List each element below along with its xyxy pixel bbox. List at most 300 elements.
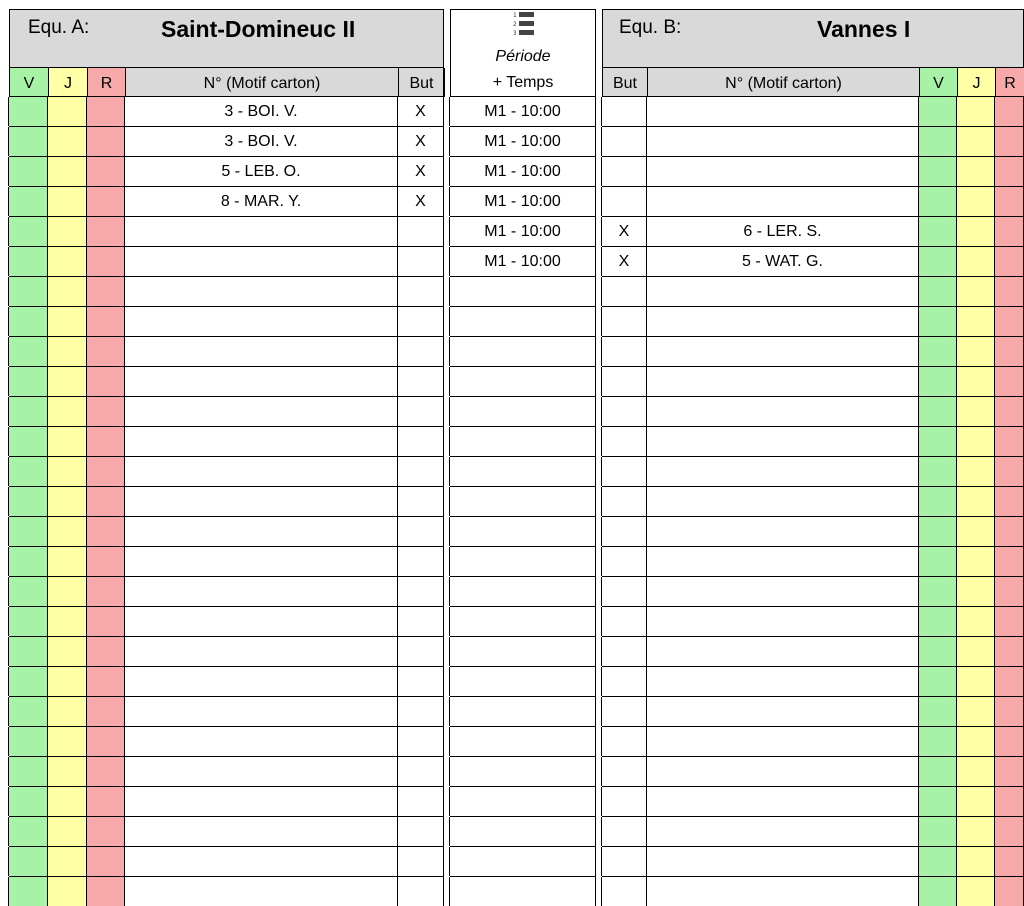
but-cell[interactable] bbox=[601, 187, 647, 216]
time-cell[interactable]: M1 - 10:00 bbox=[449, 187, 596, 216]
card-cell-j[interactable] bbox=[957, 787, 995, 816]
but-cell[interactable] bbox=[601, 397, 647, 426]
card-cell-v[interactable] bbox=[919, 427, 957, 456]
card-cell-j[interactable] bbox=[957, 337, 995, 366]
card-cell-r[interactable] bbox=[995, 667, 1024, 696]
but-cell[interactable]: X bbox=[398, 97, 444, 126]
card-cell-v[interactable] bbox=[8, 97, 48, 126]
card-cell-j[interactable] bbox=[48, 817, 87, 846]
time-cell[interactable] bbox=[449, 877, 596, 906]
motif-cell[interactable] bbox=[125, 727, 398, 756]
motif-cell[interactable] bbox=[125, 367, 398, 396]
but-cell[interactable] bbox=[398, 787, 444, 816]
but-cell[interactable] bbox=[398, 847, 444, 876]
card-cell-j[interactable] bbox=[957, 757, 995, 786]
card-cell-r[interactable] bbox=[87, 877, 125, 906]
card-cell-r[interactable] bbox=[995, 787, 1024, 816]
but-cell[interactable] bbox=[398, 607, 444, 636]
card-cell-v[interactable] bbox=[8, 337, 48, 366]
card-cell-r[interactable] bbox=[87, 517, 125, 546]
card-cell-v[interactable] bbox=[8, 517, 48, 546]
motif-cell[interactable] bbox=[125, 337, 398, 366]
but-cell[interactable] bbox=[398, 577, 444, 606]
card-cell-r[interactable] bbox=[87, 817, 125, 846]
card-cell-r[interactable] bbox=[87, 607, 125, 636]
card-cell-v[interactable] bbox=[919, 607, 957, 636]
motif-cell[interactable] bbox=[125, 847, 398, 876]
time-cell[interactable] bbox=[449, 547, 596, 576]
motif-cell[interactable] bbox=[125, 877, 398, 906]
card-cell-v[interactable] bbox=[8, 127, 48, 156]
but-cell[interactable] bbox=[398, 397, 444, 426]
time-cell[interactable] bbox=[449, 367, 596, 396]
card-cell-r[interactable] bbox=[995, 367, 1024, 396]
motif-cell[interactable] bbox=[125, 697, 398, 726]
card-cell-v[interactable] bbox=[8, 727, 48, 756]
motif-cell[interactable] bbox=[125, 637, 398, 666]
time-cell[interactable] bbox=[449, 577, 596, 606]
motif-cell[interactable] bbox=[125, 277, 398, 306]
card-cell-j[interactable] bbox=[48, 307, 87, 336]
card-cell-v[interactable] bbox=[919, 367, 957, 396]
card-cell-j[interactable] bbox=[48, 757, 87, 786]
motif-cell[interactable] bbox=[647, 727, 919, 756]
card-cell-r[interactable] bbox=[995, 397, 1024, 426]
card-cell-v[interactable] bbox=[919, 97, 957, 126]
but-cell[interactable] bbox=[398, 307, 444, 336]
motif-cell[interactable]: 6 - LER. S. bbox=[647, 217, 919, 246]
motif-cell[interactable] bbox=[647, 847, 919, 876]
motif-cell[interactable] bbox=[125, 217, 398, 246]
card-cell-v[interactable] bbox=[919, 187, 957, 216]
card-cell-r[interactable] bbox=[87, 157, 125, 186]
card-cell-v[interactable] bbox=[919, 697, 957, 726]
motif-cell[interactable] bbox=[125, 487, 398, 516]
card-cell-j[interactable] bbox=[957, 157, 995, 186]
card-cell-v[interactable] bbox=[8, 817, 48, 846]
motif-cell[interactable] bbox=[647, 877, 919, 906]
card-cell-r[interactable] bbox=[995, 157, 1024, 186]
time-cell[interactable] bbox=[449, 667, 596, 696]
card-cell-r[interactable] bbox=[87, 367, 125, 396]
card-cell-v[interactable] bbox=[8, 457, 48, 486]
card-cell-v[interactable] bbox=[8, 547, 48, 576]
card-cell-r[interactable] bbox=[87, 457, 125, 486]
motif-cell[interactable] bbox=[647, 667, 919, 696]
table-row bbox=[450, 726, 596, 756]
but-cell[interactable] bbox=[601, 757, 647, 786]
card-cell-r[interactable] bbox=[995, 247, 1024, 276]
time-cell[interactable] bbox=[449, 847, 596, 876]
card-cell-r[interactable] bbox=[87, 787, 125, 816]
card-cell-j[interactable] bbox=[957, 277, 995, 306]
motif-cell[interactable] bbox=[647, 307, 919, 336]
card-cell-j[interactable] bbox=[48, 547, 87, 576]
card-cell-j[interactable] bbox=[957, 457, 995, 486]
but-cell[interactable] bbox=[601, 337, 647, 366]
card-cell-j[interactable] bbox=[957, 97, 995, 126]
but-cell[interactable] bbox=[601, 307, 647, 336]
motif-cell[interactable] bbox=[647, 547, 919, 576]
card-cell-v[interactable] bbox=[8, 637, 48, 666]
time-cell[interactable] bbox=[449, 397, 596, 426]
but-cell[interactable] bbox=[601, 487, 647, 516]
card-cell-r[interactable] bbox=[995, 817, 1024, 846]
motif-cell[interactable]: 8 - MAR. Y. bbox=[125, 187, 398, 216]
motif-cell[interactable] bbox=[647, 757, 919, 786]
card-cell-r[interactable] bbox=[995, 637, 1024, 666]
card-cell-j[interactable] bbox=[48, 727, 87, 756]
card-cell-r[interactable] bbox=[995, 577, 1024, 606]
card-cell-r[interactable] bbox=[995, 277, 1024, 306]
card-cell-v[interactable] bbox=[919, 817, 957, 846]
card-cell-v[interactable] bbox=[8, 847, 48, 876]
motif-cell[interactable] bbox=[647, 187, 919, 216]
but-cell[interactable] bbox=[398, 247, 444, 276]
card-cell-v[interactable] bbox=[8, 487, 48, 516]
motif-cell[interactable] bbox=[647, 97, 919, 126]
motif-cell[interactable] bbox=[647, 427, 919, 456]
card-cell-v[interactable] bbox=[919, 847, 957, 876]
card-cell-j[interactable] bbox=[48, 337, 87, 366]
motif-cell[interactable] bbox=[647, 277, 919, 306]
card-cell-r[interactable] bbox=[87, 97, 125, 126]
card-cell-v[interactable] bbox=[919, 247, 957, 276]
card-cell-r[interactable] bbox=[87, 247, 125, 276]
card-cell-r[interactable] bbox=[995, 337, 1024, 366]
time-cell[interactable]: M1 - 10:00 bbox=[449, 127, 596, 156]
motif-cell[interactable] bbox=[125, 397, 398, 426]
card-cell-v[interactable] bbox=[919, 877, 957, 906]
motif-cell[interactable]: 3 - BOI. V. bbox=[125, 127, 398, 156]
team-b-name[interactable]: Vannes I bbox=[817, 16, 911, 42]
motif-cell[interactable] bbox=[647, 337, 919, 366]
card-cell-r[interactable] bbox=[87, 337, 125, 366]
but-cell[interactable]: X bbox=[601, 247, 647, 276]
card-cell-r[interactable] bbox=[87, 427, 125, 456]
but-cell[interactable] bbox=[398, 637, 444, 666]
card-cell-j[interactable] bbox=[48, 877, 87, 906]
but-cell[interactable] bbox=[601, 697, 647, 726]
card-cell-j[interactable] bbox=[957, 847, 995, 876]
but-cell[interactable] bbox=[601, 667, 647, 696]
time-cell[interactable] bbox=[449, 487, 596, 516]
card-cell-j[interactable] bbox=[957, 877, 995, 906]
motif-cell[interactable] bbox=[647, 697, 919, 726]
but-cell[interactable] bbox=[601, 877, 647, 906]
card-cell-j[interactable] bbox=[957, 247, 995, 276]
motif-cell[interactable] bbox=[647, 457, 919, 486]
but-cell[interactable] bbox=[601, 367, 647, 396]
card-cell-r[interactable] bbox=[995, 127, 1024, 156]
card-cell-r[interactable] bbox=[87, 307, 125, 336]
card-cell-r[interactable] bbox=[87, 577, 125, 606]
card-cell-j[interactable] bbox=[957, 577, 995, 606]
motif-cell[interactable] bbox=[647, 817, 919, 846]
card-cell-j[interactable] bbox=[957, 487, 995, 516]
but-cell[interactable] bbox=[601, 127, 647, 156]
but-cell[interactable] bbox=[398, 727, 444, 756]
time-cell[interactable] bbox=[449, 427, 596, 456]
team-a-name[interactable]: Saint-Domineuc II bbox=[161, 16, 356, 42]
motif-cell[interactable] bbox=[647, 157, 919, 186]
motif-cell[interactable] bbox=[125, 307, 398, 336]
card-cell-j[interactable] bbox=[48, 397, 87, 426]
but-cell[interactable] bbox=[601, 97, 647, 126]
card-cell-j[interactable] bbox=[957, 607, 995, 636]
but-cell[interactable] bbox=[398, 517, 444, 546]
card-cell-r[interactable] bbox=[87, 667, 125, 696]
but-cell[interactable] bbox=[398, 817, 444, 846]
but-cell[interactable] bbox=[398, 457, 444, 486]
card-cell-v[interactable] bbox=[919, 487, 957, 516]
card-cell-r[interactable] bbox=[995, 697, 1024, 726]
card-cell-v[interactable] bbox=[919, 577, 957, 606]
card-cell-j[interactable] bbox=[48, 247, 87, 276]
but-cell[interactable] bbox=[398, 667, 444, 696]
card-cell-r[interactable] bbox=[995, 547, 1024, 576]
motif-cell[interactable] bbox=[647, 577, 919, 606]
time-cell[interactable] bbox=[449, 727, 596, 756]
time-cell[interactable] bbox=[449, 337, 596, 366]
card-cell-r[interactable] bbox=[87, 637, 125, 666]
card-cell-r[interactable] bbox=[87, 757, 125, 786]
time-cell[interactable] bbox=[449, 757, 596, 786]
card-cell-r[interactable] bbox=[995, 517, 1024, 546]
card-cell-r[interactable] bbox=[995, 307, 1024, 336]
card-cell-j[interactable] bbox=[957, 397, 995, 426]
card-cell-j[interactable] bbox=[957, 217, 995, 246]
card-cell-r[interactable] bbox=[87, 487, 125, 516]
motif-cell[interactable] bbox=[125, 517, 398, 546]
but-cell[interactable] bbox=[601, 727, 647, 756]
card-cell-v[interactable] bbox=[8, 367, 48, 396]
but-cell[interactable] bbox=[398, 697, 444, 726]
but-cell[interactable] bbox=[398, 217, 444, 246]
but-cell[interactable] bbox=[601, 457, 647, 486]
card-cell-v[interactable] bbox=[919, 667, 957, 696]
card-cell-j[interactable] bbox=[957, 817, 995, 846]
card-cell-v[interactable] bbox=[919, 127, 957, 156]
but-cell[interactable]: X bbox=[398, 157, 444, 186]
motif-cell[interactable] bbox=[125, 607, 398, 636]
card-cell-j[interactable] bbox=[48, 367, 87, 396]
card-cell-j[interactable] bbox=[957, 727, 995, 756]
card-cell-j[interactable] bbox=[957, 637, 995, 666]
card-cell-j[interactable] bbox=[48, 457, 87, 486]
but-cell[interactable] bbox=[398, 877, 444, 906]
time-cell[interactable] bbox=[449, 817, 596, 846]
card-cell-v[interactable] bbox=[8, 607, 48, 636]
card-cell-v[interactable] bbox=[919, 457, 957, 486]
but-cell[interactable] bbox=[601, 607, 647, 636]
card-cell-j[interactable] bbox=[48, 427, 87, 456]
card-cell-r[interactable] bbox=[995, 97, 1024, 126]
card-cell-v[interactable] bbox=[8, 187, 48, 216]
card-cell-v[interactable] bbox=[8, 787, 48, 816]
but-cell[interactable] bbox=[601, 517, 647, 546]
card-cell-v[interactable] bbox=[8, 307, 48, 336]
motif-cell[interactable] bbox=[647, 487, 919, 516]
but-cell[interactable]: X bbox=[398, 127, 444, 156]
card-cell-r[interactable] bbox=[87, 847, 125, 876]
motif-cell[interactable] bbox=[647, 397, 919, 426]
card-cell-j[interactable] bbox=[957, 427, 995, 456]
time-cell[interactable] bbox=[449, 787, 596, 816]
card-cell-r[interactable] bbox=[995, 607, 1024, 636]
card-cell-v[interactable] bbox=[919, 517, 957, 546]
time-cell[interactable] bbox=[449, 307, 596, 336]
card-cell-v[interactable] bbox=[8, 157, 48, 186]
time-cell[interactable] bbox=[449, 277, 596, 306]
card-cell-r[interactable] bbox=[995, 187, 1024, 216]
card-cell-r[interactable] bbox=[87, 127, 125, 156]
card-cell-j[interactable] bbox=[48, 127, 87, 156]
card-cell-v[interactable] bbox=[919, 727, 957, 756]
motif-cell[interactable] bbox=[125, 757, 398, 786]
card-cell-v[interactable] bbox=[8, 427, 48, 456]
card-cell-r[interactable] bbox=[87, 547, 125, 576]
card-cell-j[interactable] bbox=[48, 187, 87, 216]
card-cell-v[interactable] bbox=[8, 247, 48, 276]
motif-cell[interactable] bbox=[647, 517, 919, 546]
motif-cell[interactable] bbox=[125, 817, 398, 846]
card-cell-r[interactable] bbox=[995, 457, 1024, 486]
card-cell-j[interactable] bbox=[48, 667, 87, 696]
card-cell-j[interactable] bbox=[48, 607, 87, 636]
card-cell-v[interactable] bbox=[919, 397, 957, 426]
card-cell-r[interactable] bbox=[995, 877, 1024, 906]
but-cell[interactable] bbox=[601, 277, 647, 306]
motif-cell[interactable] bbox=[125, 547, 398, 576]
but-cell[interactable] bbox=[601, 637, 647, 666]
card-cell-j[interactable] bbox=[957, 517, 995, 546]
card-cell-v[interactable] bbox=[919, 337, 957, 366]
but-cell[interactable] bbox=[398, 487, 444, 516]
motif-cell[interactable] bbox=[647, 607, 919, 636]
but-cell[interactable] bbox=[601, 847, 647, 876]
card-cell-r[interactable] bbox=[87, 397, 125, 426]
but-cell[interactable] bbox=[601, 547, 647, 576]
card-cell-j[interactable] bbox=[957, 367, 995, 396]
card-cell-v[interactable] bbox=[8, 397, 48, 426]
card-cell-r[interactable] bbox=[87, 277, 125, 306]
motif-cell[interactable] bbox=[125, 787, 398, 816]
card-cell-v[interactable] bbox=[919, 757, 957, 786]
time-cell[interactable]: M1 - 10:00 bbox=[449, 97, 596, 126]
card-cell-r[interactable] bbox=[995, 757, 1024, 786]
card-cell-v[interactable] bbox=[8, 277, 48, 306]
card-cell-r[interactable] bbox=[87, 217, 125, 246]
card-cell-v[interactable] bbox=[8, 757, 48, 786]
motif-cell[interactable]: 5 - LEB. O. bbox=[125, 157, 398, 186]
card-cell-r[interactable] bbox=[995, 217, 1024, 246]
motif-cell[interactable] bbox=[647, 637, 919, 666]
card-cell-j[interactable] bbox=[957, 667, 995, 696]
motif-cell[interactable] bbox=[647, 127, 919, 156]
motif-cell[interactable]: 5 - WAT. G. bbox=[647, 247, 919, 276]
card-cell-j[interactable] bbox=[48, 847, 87, 876]
card-cell-r[interactable] bbox=[87, 697, 125, 726]
card-cell-v[interactable] bbox=[919, 157, 957, 186]
card-cell-j[interactable] bbox=[48, 517, 87, 546]
card-cell-j[interactable] bbox=[48, 217, 87, 246]
card-cell-j[interactable] bbox=[48, 487, 87, 516]
time-cell[interactable] bbox=[449, 607, 596, 636]
but-cell[interactable] bbox=[398, 757, 444, 786]
card-cell-v[interactable] bbox=[919, 547, 957, 576]
card-cell-j[interactable] bbox=[48, 97, 87, 126]
card-cell-j[interactable] bbox=[48, 577, 87, 606]
card-cell-j[interactable] bbox=[957, 187, 995, 216]
card-cell-v[interactable] bbox=[8, 577, 48, 606]
motif-cell[interactable] bbox=[125, 457, 398, 486]
motif-cell[interactable] bbox=[125, 247, 398, 276]
but-cell[interactable] bbox=[601, 157, 647, 186]
card-cell-j[interactable] bbox=[48, 637, 87, 666]
card-cell-v[interactable] bbox=[8, 667, 48, 696]
but-cell[interactable] bbox=[601, 817, 647, 846]
card-cell-j[interactable] bbox=[48, 277, 87, 306]
motif-cell[interactable] bbox=[125, 667, 398, 696]
card-cell-j[interactable] bbox=[957, 697, 995, 726]
card-cell-v[interactable] bbox=[919, 277, 957, 306]
card-cell-j[interactable] bbox=[48, 787, 87, 816]
motif-cell[interactable] bbox=[125, 427, 398, 456]
card-cell-j[interactable] bbox=[957, 547, 995, 576]
card-cell-v[interactable] bbox=[8, 697, 48, 726]
time-cell[interactable]: M1 - 10:00 bbox=[449, 157, 596, 186]
motif-cell[interactable] bbox=[125, 577, 398, 606]
card-cell-j[interactable] bbox=[957, 127, 995, 156]
time-cell[interactable] bbox=[449, 637, 596, 666]
but-cell[interactable] bbox=[398, 337, 444, 366]
motif-cell[interactable] bbox=[647, 367, 919, 396]
but-cell[interactable] bbox=[601, 427, 647, 456]
time-cell[interactable] bbox=[449, 697, 596, 726]
time-cell[interactable] bbox=[449, 517, 596, 546]
card-cell-j[interactable] bbox=[48, 157, 87, 186]
card-cell-v[interactable] bbox=[919, 217, 957, 246]
but-cell[interactable]: X bbox=[398, 187, 444, 216]
card-cell-v[interactable] bbox=[8, 217, 48, 246]
card-cell-r[interactable] bbox=[995, 727, 1024, 756]
time-cell[interactable]: M1 - 10:00 bbox=[449, 247, 596, 276]
card-cell-v[interactable] bbox=[919, 637, 957, 666]
but-cell[interactable] bbox=[398, 277, 444, 306]
card-cell-r[interactable] bbox=[87, 727, 125, 756]
card-cell-v[interactable] bbox=[919, 307, 957, 336]
card-cell-r[interactable] bbox=[995, 847, 1024, 876]
but-cell[interactable] bbox=[398, 427, 444, 456]
card-cell-v[interactable] bbox=[8, 877, 48, 906]
time-cell[interactable]: M1 - 10:00 bbox=[449, 217, 596, 246]
card-cell-r[interactable] bbox=[995, 487, 1024, 516]
card-cell-j[interactable] bbox=[957, 307, 995, 336]
card-cell-r[interactable] bbox=[995, 427, 1024, 456]
card-cell-j[interactable] bbox=[48, 697, 87, 726]
time-cell[interactable] bbox=[449, 457, 596, 486]
but-cell[interactable] bbox=[398, 367, 444, 396]
motif-cell[interactable]: 3 - BOI. V. bbox=[125, 97, 398, 126]
but-cell[interactable] bbox=[398, 547, 444, 576]
but-cell[interactable] bbox=[601, 577, 647, 606]
but-cell[interactable] bbox=[601, 787, 647, 816]
card-cell-v[interactable] bbox=[919, 787, 957, 816]
motif-cell[interactable] bbox=[647, 787, 919, 816]
but-cell[interactable]: X bbox=[601, 217, 647, 246]
card-cell-r[interactable] bbox=[87, 187, 125, 216]
